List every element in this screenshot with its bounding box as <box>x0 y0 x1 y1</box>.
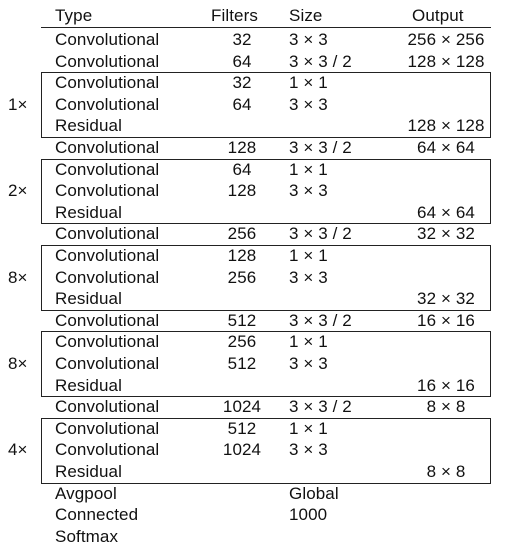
cell-size: 3 × 3 <box>289 30 328 49</box>
cell-filters: 512 <box>227 310 257 330</box>
cell-filters: 512 <box>227 418 257 438</box>
cell-output: 16 × 16 <box>417 375 475 395</box>
cell-type: Convolutional <box>55 310 160 330</box>
residual-block-box <box>41 418 491 484</box>
cell-size: 3 × 3 / 2 <box>289 397 352 417</box>
cell-output: 128 × 128 <box>407 51 485 71</box>
cell-filters: 512 <box>227 354 257 373</box>
cell-output: 64 × 64 <box>417 138 475 157</box>
cell-filters: 128 <box>227 181 257 201</box>
header-filters: Filters <box>211 6 258 25</box>
cell-output: 16 × 16 <box>417 310 475 330</box>
cell-type: Convolutional <box>55 246 160 265</box>
residual-block-box <box>41 245 491 311</box>
cell-type: Convolutional <box>55 354 160 373</box>
cell-output: 32 × 32 <box>417 224 475 244</box>
cell-type: Convolutional <box>55 94 160 114</box>
cell-type: Residual <box>55 289 122 309</box>
cell-type: Avgpool <box>55 483 117 503</box>
cell-filters: 64 <box>232 94 252 114</box>
cell-size: 1 × 1 <box>289 73 328 93</box>
cell-type: Convolutional <box>55 51 160 71</box>
cell-type: Convolutional <box>55 224 160 244</box>
cell-size: 3 × 3 / 2 <box>289 224 352 244</box>
cell-size: 3 × 3 / 2 <box>289 138 352 157</box>
block-multiplier: 1× <box>8 94 28 114</box>
cell-type: Residual <box>55 462 122 481</box>
cell-type: Convolutional <box>55 138 160 157</box>
header-output: Output <box>412 6 464 25</box>
residual-block-box <box>41 159 491 225</box>
cell-filters: 32 <box>232 30 252 49</box>
block-multiplier: 8× <box>8 267 28 287</box>
cell-size: 3 × 3 <box>289 267 328 287</box>
block-multiplier: 8× <box>8 354 28 373</box>
cell-size: 3 × 3 <box>289 94 328 114</box>
cell-size: 3 × 3 / 2 <box>289 310 352 330</box>
cell-size: 3 × 3 / 2 <box>289 51 352 71</box>
cell-output: 128 × 128 <box>407 116 485 136</box>
cell-size: Global <box>289 483 339 503</box>
cell-filters: 128 <box>227 138 257 157</box>
cell-type: Convolutional <box>55 159 160 179</box>
cell-type: Convolutional <box>55 73 160 93</box>
header-size: Size <box>289 6 323 25</box>
cell-filters: 1024 <box>222 440 262 460</box>
cell-type: Convolutional <box>55 181 160 201</box>
cell-type: Residual <box>55 202 122 222</box>
cell-size: 1 × 1 <box>289 246 328 265</box>
cell-output: 256 × 256 <box>407 30 485 49</box>
cell-output: 8 × 8 <box>426 462 466 481</box>
block-multiplier: 2× <box>8 181 28 201</box>
cell-filters: 256 <box>227 332 257 352</box>
cell-type: Convolutional <box>55 418 160 438</box>
cell-output: 32 × 32 <box>417 289 475 309</box>
cell-filters: 1024 <box>222 397 262 417</box>
cell-size: 3 × 3 <box>289 440 328 460</box>
cell-filters: 64 <box>232 51 252 71</box>
cell-size: 1 × 1 <box>289 418 328 438</box>
cell-size: 3 × 3 <box>289 354 328 373</box>
cell-filters: 32 <box>232 73 252 93</box>
cell-type: Convolutional <box>55 30 160 49</box>
cell-output: 8 × 8 <box>426 397 466 417</box>
cell-size: 1000 <box>289 505 328 525</box>
cell-type: Softmax <box>55 526 119 546</box>
cell-size: 3 × 3 <box>289 181 328 201</box>
cell-type: Residual <box>55 375 122 395</box>
cell-size: 1 × 1 <box>289 159 328 179</box>
cell-type: Convolutional <box>55 440 160 460</box>
header-rule <box>41 27 491 28</box>
cell-type: Convolutional <box>55 267 160 287</box>
cell-filters: 128 <box>227 246 257 265</box>
cell-filters: 256 <box>227 267 257 287</box>
cell-size: 1 × 1 <box>289 332 328 352</box>
cell-type: Residual <box>55 116 122 136</box>
cell-filters: 256 <box>227 224 257 244</box>
cell-type: Connected <box>55 505 139 525</box>
cell-type: Convolutional <box>55 332 160 352</box>
header-type: Type <box>55 6 93 25</box>
cell-type: Convolutional <box>55 397 160 417</box>
cell-filters: 64 <box>232 159 252 179</box>
block-multiplier: 4× <box>8 440 28 460</box>
cell-output: 64 × 64 <box>417 202 475 222</box>
residual-block-box <box>41 72 491 138</box>
residual-block-box <box>41 331 491 397</box>
